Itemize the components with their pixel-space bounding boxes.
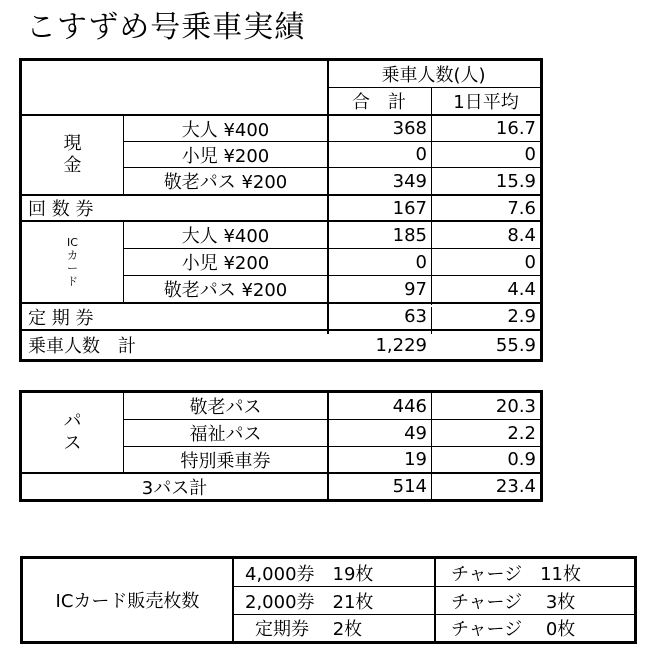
- header-daily-average: 1日平均: [453, 92, 519, 113]
- cash-senior-total: 349: [392, 170, 427, 192]
- ic-card-sales-table: [20, 556, 637, 644]
- coupon-total: 167: [392, 197, 427, 219]
- charge-1: チャージ 11枚: [451, 563, 582, 585]
- total-avg: 55.9: [495, 334, 536, 356]
- ridership-table: [19, 58, 543, 362]
- ic-child-label: 小児 ¥200: [181, 253, 270, 274]
- special-ticket-avg: 0.9: [507, 449, 536, 470]
- pass-total-label: 3パス計: [141, 477, 208, 499]
- commuter-ticket: 定期券 2枚: [255, 619, 363, 640]
- coupon-avg: 7.6: [507, 197, 536, 219]
- header-total: 合 計: [352, 92, 406, 113]
- special-ticket-label: 特別乗車券: [180, 450, 271, 472]
- senior-pass-label: 敬老パス: [189, 397, 262, 418]
- welfare-pass-total: 49: [404, 422, 427, 444]
- special-ticket-total: 19: [404, 449, 427, 470]
- ic-senior-label: 敬老パス ¥200: [163, 280, 288, 301]
- commuter-total: 63: [404, 306, 427, 327]
- senior-pass-total: 446: [392, 395, 427, 417]
- cash-label: 現金: [63, 133, 82, 176]
- charge-2: チャージ 3枚: [451, 591, 576, 613]
- ic-card-label: ICカード: [67, 236, 78, 288]
- page-title: こすずめ号乗車実績: [26, 10, 306, 45]
- cash-senior-label: 敬老パス ¥200: [163, 172, 288, 193]
- ic-adult-avg: 8.4: [507, 224, 536, 246]
- ic-senior-avg: 4.4: [507, 278, 536, 300]
- total-value: 1,229: [375, 334, 427, 356]
- cash-child-total: 0: [415, 144, 427, 165]
- total-label: 乗車人数 計: [28, 336, 136, 357]
- cash-adult-label: 大人 ¥400: [181, 119, 270, 141]
- cash-child-avg: 0: [524, 144, 536, 165]
- ic-child-avg: 0: [524, 251, 536, 273]
- pass-group-label: パス: [63, 410, 82, 454]
- ic-adult-label: 大人 ¥400: [181, 226, 270, 247]
- welfare-pass-avg: 2.2: [507, 422, 536, 444]
- welfare-pass-label: 福祉パス: [189, 424, 262, 445]
- pass-total-avg: 23.4: [495, 476, 536, 497]
- commuter-label: 定 期 券: [28, 307, 94, 329]
- commuter-avg: 2.9: [507, 306, 536, 327]
- cash-adult-total: 368: [392, 118, 427, 139]
- ic-adult-total: 185: [392, 224, 427, 246]
- ticket-2000: 2,000券 21枚: [245, 591, 374, 613]
- charge-3: チャージ 0枚: [451, 619, 576, 640]
- ticket-4000: 4,000券 19枚: [245, 563, 374, 585]
- coupon-label: 回 数 券: [28, 199, 94, 220]
- pass-table: [19, 390, 543, 502]
- ic-sales-label: ICカード販売枚数: [55, 591, 200, 612]
- cash-adult-avg: 16.7: [495, 118, 536, 139]
- pass-total-value: 514: [392, 476, 427, 497]
- cash-senior-avg: 15.9: [495, 170, 536, 192]
- header-ridership: 乗車人数(人): [381, 65, 486, 86]
- cash-child-label: 小児 ¥200: [181, 145, 270, 167]
- ic-child-total: 0: [415, 251, 427, 273]
- ic-senior-total: 97: [404, 278, 427, 300]
- senior-pass-avg: 20.3: [495, 395, 536, 417]
